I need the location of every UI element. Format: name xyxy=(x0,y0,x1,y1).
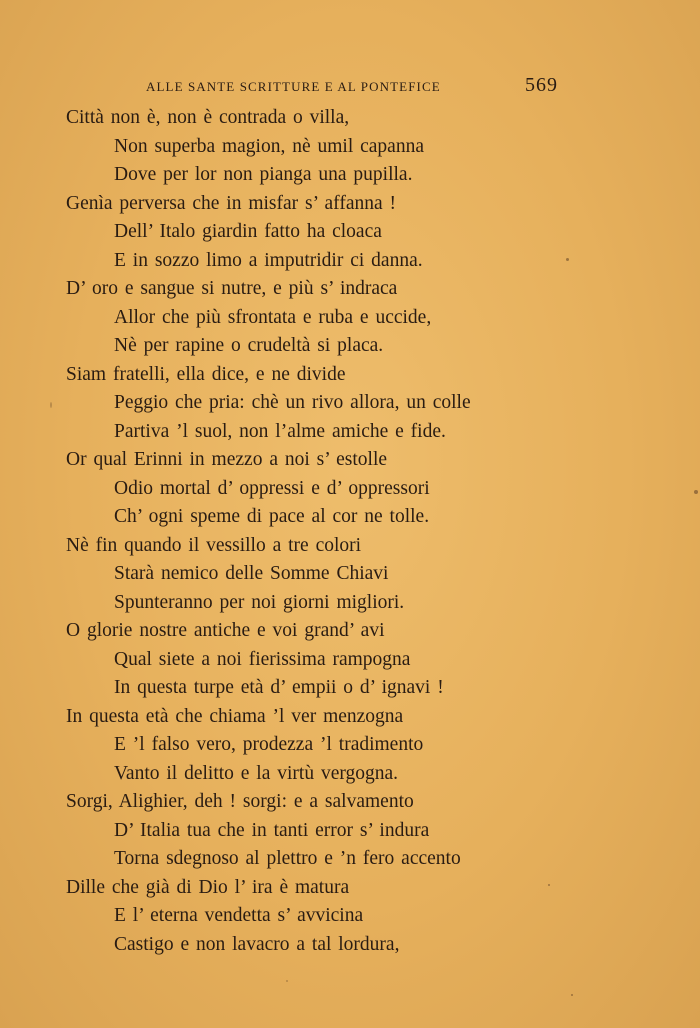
stanza-5 xyxy=(66,446,666,532)
verse-line: Città non è, non è contrada o villa, xyxy=(66,107,350,128)
page-number: 569 xyxy=(525,74,558,96)
verse-line: E ’l falso vero, prodezza ’l tradimento xyxy=(114,734,424,755)
stanza-1 xyxy=(66,104,666,190)
paper-speck xyxy=(571,994,573,996)
running-head-title: ALLE SANTE SCRITTURE E AL PONTEFICE xyxy=(146,79,441,94)
stanza-9 xyxy=(66,788,666,874)
stanza-8 xyxy=(66,703,666,789)
stanza-2 xyxy=(66,190,666,276)
verse-line: Spunteranno per noi giorni migliori. xyxy=(114,591,405,613)
stanza-6 xyxy=(66,532,666,618)
stanza-7 xyxy=(66,617,666,703)
verse-line: Starà nemico delle Somme Chiavi xyxy=(114,563,389,584)
stanza-3 xyxy=(66,275,666,361)
verse-line: Qual siete a noi fierissima rampogna xyxy=(114,648,411,670)
paper-speck xyxy=(286,980,288,982)
running-head xyxy=(146,76,560,98)
verse-line: Non superba magion, nè umil capanna xyxy=(114,135,424,157)
verse-line: Nè per rapine o crudeltà si placa. xyxy=(114,335,384,356)
paper-speck xyxy=(566,258,569,261)
verse-line: Vanto il delitto e la virtù vergogna. xyxy=(114,762,399,784)
stanza-4 xyxy=(66,361,666,447)
verse-line: E in sozzo limo a imputridir ci danna. xyxy=(114,249,423,271)
verse-line: Ch’ ogni speme di pace al cor ne tolle. xyxy=(114,506,430,527)
verse-line: Siam fratelli, ella dice, e ne divide xyxy=(66,363,346,385)
verse-line: Sorgi, Alighier, deh ! sorgi: e a salvamento xyxy=(66,791,414,812)
verse-line: Odio mortal d’ oppressi e d’ oppressori xyxy=(114,477,430,499)
paper-speck xyxy=(694,490,698,494)
verse-line: Genìa perversa che in misfar s’ affanna ! xyxy=(66,192,396,214)
verse-line: O glorie nostre antiche e voi grand’ avi xyxy=(66,620,385,641)
verse-line: Dove per lor non pianga una pupilla. xyxy=(114,164,413,185)
paper-speck xyxy=(548,884,550,886)
verse-line: Castigo e non lavacro a tal lordura, xyxy=(114,933,400,955)
verse-line: Partiva ’l suol, non l’alme amiche e fide. xyxy=(114,420,446,442)
verse-line: Dell’ Italo giardin fatto ha cloaca xyxy=(114,221,382,242)
verse-line: D’ Italia tua che in tanti error s’ indura xyxy=(114,819,430,841)
verse-line: D’ oro e sangue si nutre, e più s’ indraca xyxy=(66,278,398,299)
paper-speck xyxy=(50,402,52,408)
stanza-10 xyxy=(66,874,666,960)
verse-line: Nè fin quando il vessillo a tre colori xyxy=(66,534,362,556)
verse-line: Dille che già di Dio l’ ira è matura xyxy=(66,876,350,898)
verse-line: Peggio che pria: chè un rivo allora, un colle xyxy=(114,392,471,413)
verse-line: Or qual Erinni in mezzo a noi s’ estolle xyxy=(66,449,388,470)
verse-line: In questa turpe età d’ empii o d’ ignavi ! xyxy=(114,677,444,698)
verse-line: In questa età che chiama ’l ver menzogna xyxy=(66,705,404,727)
verse-line: E l’ eterna vendetta s’ avvicina xyxy=(114,905,364,926)
verse-line: Torna sdegnoso al plettro e ’n fero accento xyxy=(114,848,461,869)
verse-line: Allor che più sfrontata e ruba e uccide, xyxy=(114,306,432,328)
poem-body xyxy=(66,104,666,959)
